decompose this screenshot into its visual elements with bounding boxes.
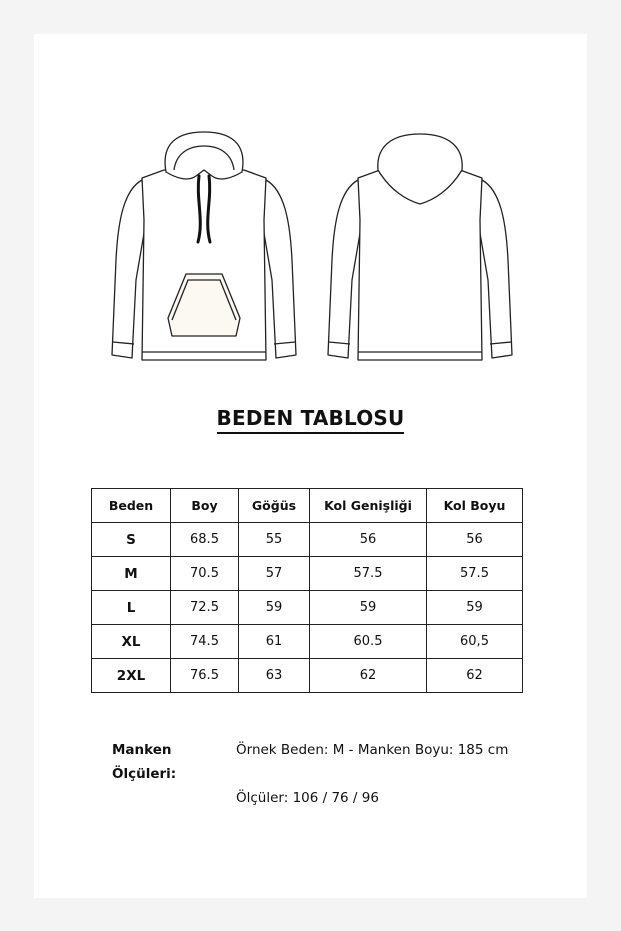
- title-text: BEDEN TABLOSU: [217, 406, 405, 434]
- model-sample-size: Örnek Beden: M - Manken Boyu: 185 cm: [236, 742, 509, 758]
- hoodie-back-drawing: [320, 130, 520, 370]
- table-row: [92, 557, 523, 591]
- size-cell: L: [92, 591, 171, 625]
- table-cell: 74.5: [171, 625, 239, 659]
- table-cell: 55: [239, 523, 310, 557]
- table-cell: 56: [310, 523, 427, 557]
- table-cell: 59: [310, 591, 427, 625]
- size-cell: S: [92, 523, 171, 557]
- hoodie-front-drawing: [104, 130, 304, 370]
- header-kol-genisligi: Kol Genişliği: [310, 489, 427, 523]
- table-cell: 63: [239, 659, 310, 693]
- table-row: [92, 523, 523, 557]
- table-cell: 60,5: [427, 625, 523, 659]
- table-cell: 59: [427, 591, 523, 625]
- table-cell: 76.5: [171, 659, 239, 693]
- table-cell: 62: [427, 659, 523, 693]
- table-header-row: [92, 489, 523, 523]
- table-cell: 56: [427, 523, 523, 557]
- garment-drawings: [34, 130, 587, 410]
- model-row-2: [112, 786, 508, 810]
- model-label: Manken Ölçüleri:: [112, 742, 177, 782]
- table-cell: 68.5: [171, 523, 239, 557]
- table-cell: 62: [310, 659, 427, 693]
- table-cell: 70.5: [171, 557, 239, 591]
- table-cell: 57: [239, 557, 310, 591]
- size-cell: XL: [92, 625, 171, 659]
- size-cell: M: [92, 557, 171, 591]
- model-row-1: [112, 738, 508, 786]
- header-kol-boyu: Kol Boyu: [427, 489, 523, 523]
- size-chart-card: [34, 34, 587, 898]
- table-cell: 57.5: [427, 557, 523, 591]
- table-cell: 61: [239, 625, 310, 659]
- model-measurements: [112, 738, 508, 810]
- size-cell: 2XL: [92, 659, 171, 693]
- table-row: [92, 659, 523, 693]
- table-cell: 72.5: [171, 591, 239, 625]
- table-row: [92, 625, 523, 659]
- table-cell: 57.5: [310, 557, 427, 591]
- size-table: [91, 488, 523, 693]
- table-row: [92, 591, 523, 625]
- header-gogus: Göğüs: [239, 489, 310, 523]
- model-body-measurements: Ölçüler: 106 / 76 / 96: [236, 790, 379, 806]
- size-chart-title: [34, 406, 587, 430]
- table-cell: 60.5: [310, 625, 427, 659]
- table-cell: 59: [239, 591, 310, 625]
- header-beden: Beden: [92, 489, 171, 523]
- header-boy: Boy: [171, 489, 239, 523]
